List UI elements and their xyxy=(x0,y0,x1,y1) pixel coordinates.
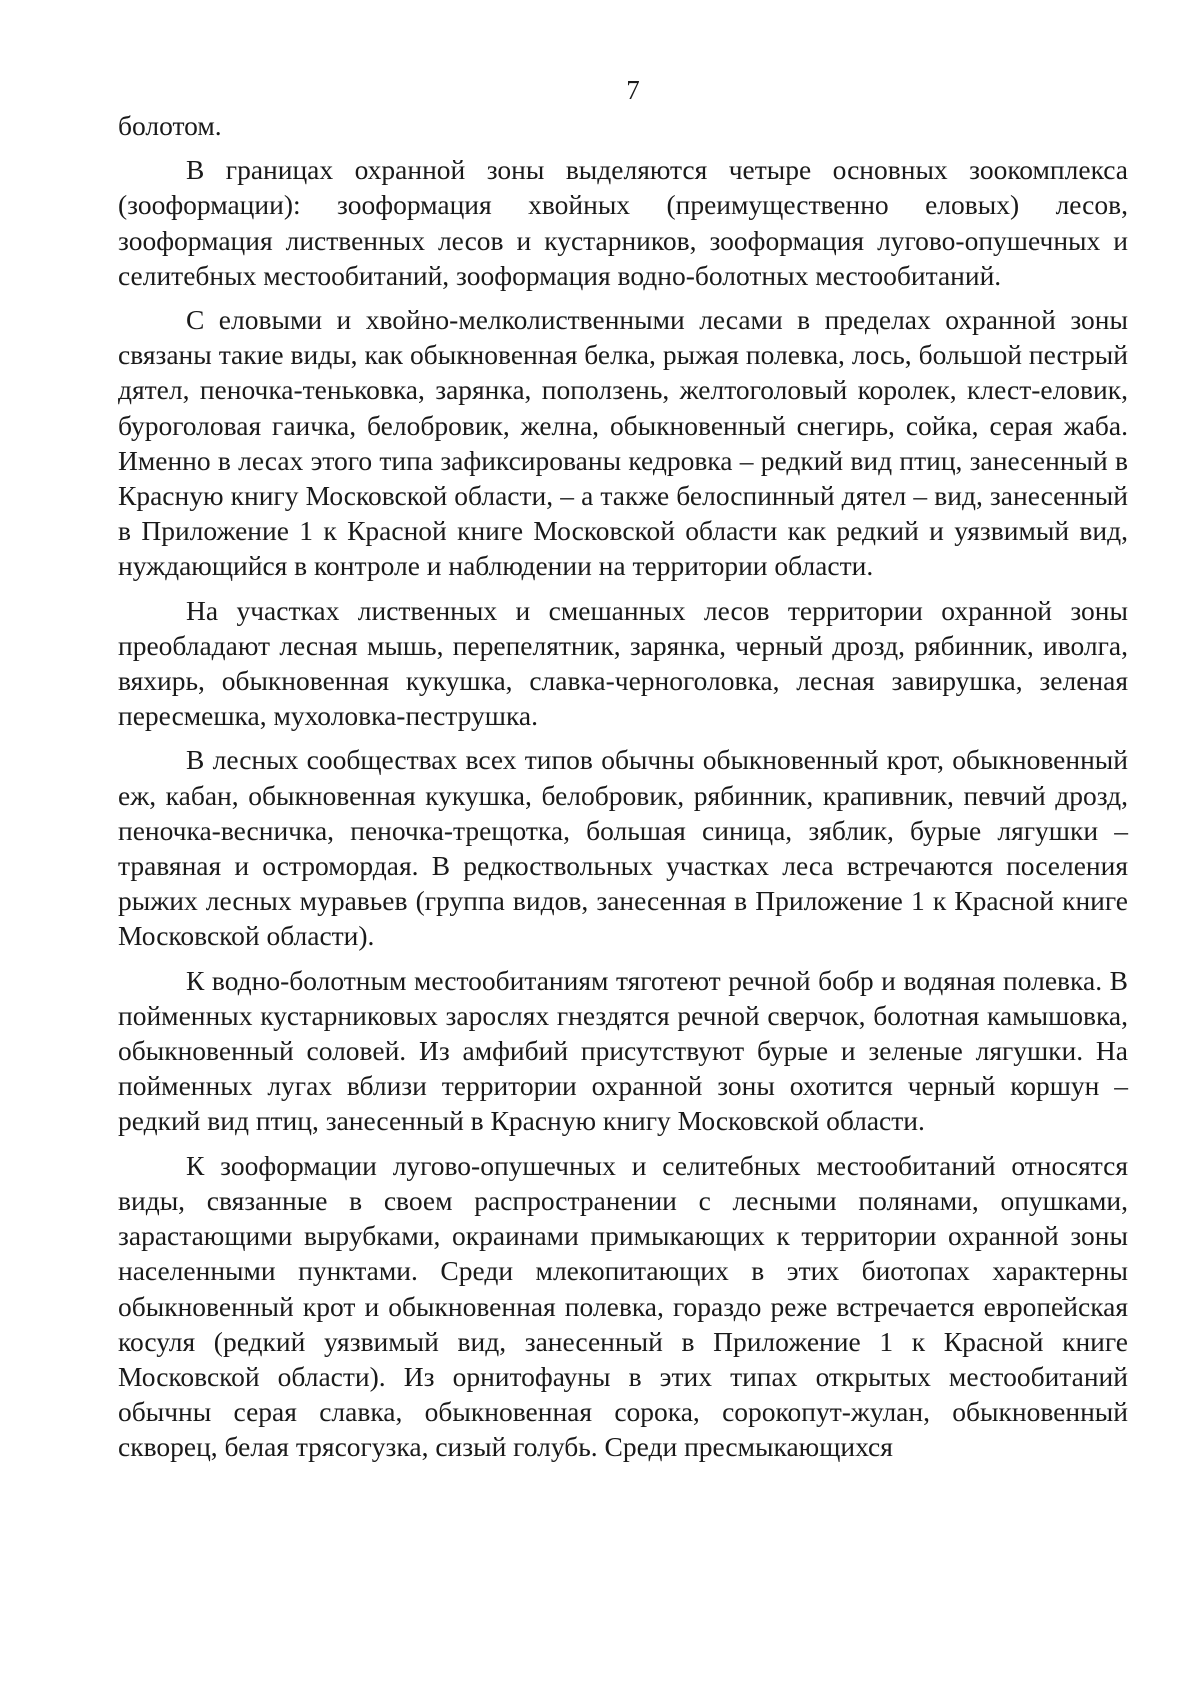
page-number: 7 xyxy=(626,75,640,105)
paragraph-wetland-habitats: К водно-болотным местообитаниям тяготеют речной бобр и водяная полевка. В пойменных кустарниковых зарослях гнездятся речной сверчок, болотная камышовка, обыкновенный соловей. Из амфибий присутствуют бурые и зеленые лягушки. На пойменных лугах вблизи территории охранной зоны охотится черный коршун – редкий вид птиц, занесенный в Красную книгу Московской области. xyxy=(118,964,1128,1137)
paragraph-forest-communities: В лесных сообществах всех типов обычны обыкновенный крот, обыкновенный еж, кабан, обыкновенная кукушка, белобровик, рябинник, крапивник, певчий дрозд, пеночка-весничка, пеночка-трещотка, большая синица, зяблик, бурые лягушки – травяная и остромордая. В редкоствольных участках леса встречаются поселения рыжих лесных муравьев (группа видов, занесенная в Приложение 1 к Красной книге Московской области). xyxy=(118,744,1128,952)
paragraph-continuation: болотом. xyxy=(118,110,222,141)
paragraph-zooformations: В границах охранной зоны выделяются четыре основных зоокомплекса (зооформации): зооформация хвойных (преимущественно еловых) лесов, зооформация лиственных лесов и кустарников, зооформация лугово-опушечных и селитебных местообитаний, зооформация водно-болотных местообитаний. xyxy=(118,154,1128,291)
paragraph-deciduous-forests: На участках лиственных и смешанных лесов территории охранной зоны преобладают лесная мышь, перепелятник, зарянка, черный дрозд, рябинник, иволга, вяхирь, обыкновенная кукушка, славка-черноголовка, лесная завирушка, зеленая пересмешка, мухоловка-пеструшка. xyxy=(118,594,1128,732)
paragraph-coniferous-forests: С еловыми и хвойно-мелколиственными лесами в пределах охранной зоны связаны такие виды, как обыкновенная белка, рыжая полевка, лось, большой пестрый дятел, пеночка-теньковка, зарянка, поползень, желтоголовый королек, клест-еловик, буроголовая гаичка, белобровик, желна, обыкновенный снегирь, сойка, серая жаба. Именно в лесах этого типа зафиксированы кедровка – редкий вид птиц, занесенный в Красную книгу Московской области, – а также белоспинный дятел – вид, занесенный в Приложение 1 к Красной книге Московской области как редкий и уязвимый вид, нуждающийся в контроле и наблюдении на территории области. xyxy=(118,304,1128,582)
paragraph-meadow-habitats: К зооформации лугово-опушечных и селитебных местообитаний относятся виды, связанные в своем распространении с лесными полянами, опушками, зарастающими вырубками, окраинами примыкающих к территории охранной зоны населенными пунктами. Среди млекопитающих в этих биотопах характерны обыкновенный крот и обыкновенная полевка, гораздо реже встречается европейская косуля (редкий уязвимый вид, занесенный в Приложение 1 к Красной книге Московской области). Из орнитофауны в этих типах открытых местообитаний обычны серая славка, обыкновенная сорока, сорокопут-жулан, обыкновенный скворец, белая трясогузка, сизый голубь. Среди пресмыкающихся xyxy=(118,1149,1128,1463)
